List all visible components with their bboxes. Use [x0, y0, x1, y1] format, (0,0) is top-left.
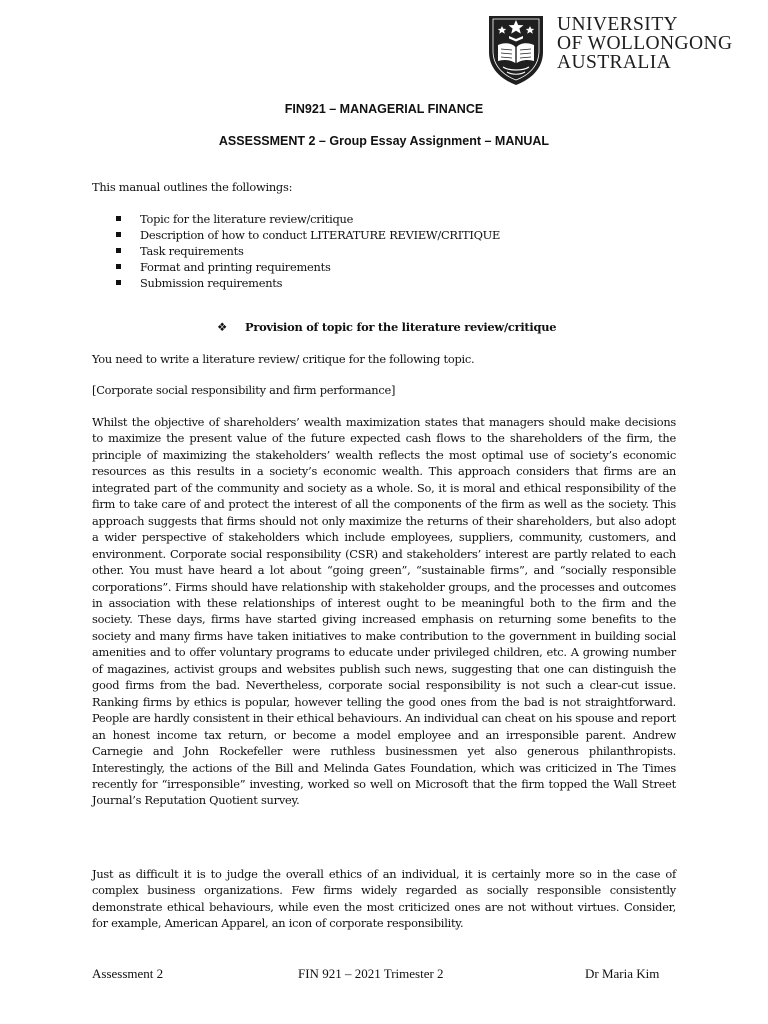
university-line-2: OF WOLLONGONG — [557, 33, 733, 54]
university-name — [557, 15, 732, 72]
intro-text: This manual outlines the followings: — [92, 180, 293, 194]
body-paragraph-1: Whilst the objective of shareholders’ wealth maximization states that managers should make decisions to maximize the present value of the future expected cash flows to the shareholders of the firm, the principle of maximizing the stakeholders’ wealth reflects the most optimal use of society’s economic resources as this results in a society’s economic wealth. This approach considers that firms are an integrated part of the community and society as a whole. So, it is moral and ethical responsibility of the firm to take care of and protect the interest of all the components of the firm as well as the society. This approach suggests that firms should not only maximize the returns of their shareholders, but also adopt a wider perspective of stakeholders which include employees, suppliers, community, customers, and environment. Corporate social responsibility (CSR) and stakeholders’ interest are partly related to each other. You must have heard a lot about “going green”, “sustainable firms”, and “socially responsible corporations”. Firms should have relationship with stakeholder groups, and the processes and outcomes in association with these relationships of interest ought to be meaningful both to the firm and the society. These days, firms have started giving increased emphasis on returning some benefits to the society and many firms have taken initiatives to make contribution to the government in building social amenities and to offer voluntary programs to educate under privileged children, etc. A growing number of magazines, activist groups and websites publish such news, suggesting that one can distinguish the good firms from the bad. Nevertheless, corporate social responsibility is not such a clear-cut issue. Ranking firms by ethics is popular, however telling the good ones from the bad is not straightforward. People are hardly consistent in their ethical behaviours. An individual can cheat on his spouse and report an honest income tax return, or become a model employee and an irresponsible parent. Andrew Carnegie and John Rockefeller were ruthless businessmen yet also generous philanthropists. Interestingly, the actions of the Bill and Melinda Gates Foundation, which was criticized in The Times recently for “irresponsible” investing, worked so well on Microsoft that the firm topped the Wall Street Journal’s Reputation Quotient survey. — [92, 415, 676, 808]
outline-list — [116, 211, 500, 291]
section-heading — [217, 320, 556, 334]
list-item-text: Task requirements — [140, 244, 244, 258]
university-line-3: AUSTRALIA — [557, 52, 672, 73]
university-logo — [487, 14, 737, 88]
list-item-text: Format and printing requirements — [140, 260, 331, 274]
assessment-title: ASSESSMENT 2 – Group Essay Assignment – MANUAL — [218, 134, 550, 148]
instruction-text: You need to write a literature review/ critique for the following topic. — [92, 352, 475, 366]
list-item — [116, 275, 500, 291]
bullet-square-icon — [116, 232, 121, 237]
diamond-bullet-icon: ❖ — [217, 320, 227, 334]
section-heading-text: Provision of topic for the literature review/critique — [245, 320, 557, 334]
course-title: FIN921 – MANAGERIAL FINANCE — [284, 102, 484, 116]
university-line-1: UNIVERSITY — [557, 14, 678, 35]
footer-center: FIN 921 – 2021 Trimester 2 — [298, 966, 444, 981]
bullet-square-icon — [116, 248, 121, 253]
bullet-square-icon — [116, 280, 121, 285]
bullet-square-icon — [116, 216, 121, 221]
university-crest-icon — [487, 14, 545, 86]
list-item-text: Description of how to conduct LITERATURE REVIEW/CRITIQUE — [140, 228, 501, 242]
bullet-square-icon — [116, 264, 121, 269]
list-item-text: Topic for the literature review/critique — [140, 212, 354, 226]
topic-text: [Corporate social responsibility and firm performance] — [92, 383, 396, 397]
list-item — [116, 227, 500, 243]
list-item — [116, 243, 500, 259]
list-item — [116, 259, 500, 275]
footer-right: Dr Maria Kim — [585, 966, 660, 981]
list-item-text: Submission requirements — [140, 276, 283, 290]
body-paragraph-2: Just as difficult it is to judge the overall ethics of an individual, it is certainly more so in the case of complex business organizations. Few firms widely regarded as socially responsible consistently demonstrate ethical behaviours, while even the most criticized ones are not without virtues. Consider, for example, American Apparel, an icon of corporate responsibility. — [92, 867, 676, 931]
footer-left: Assessment 2 — [92, 966, 164, 981]
list-item — [116, 211, 500, 227]
